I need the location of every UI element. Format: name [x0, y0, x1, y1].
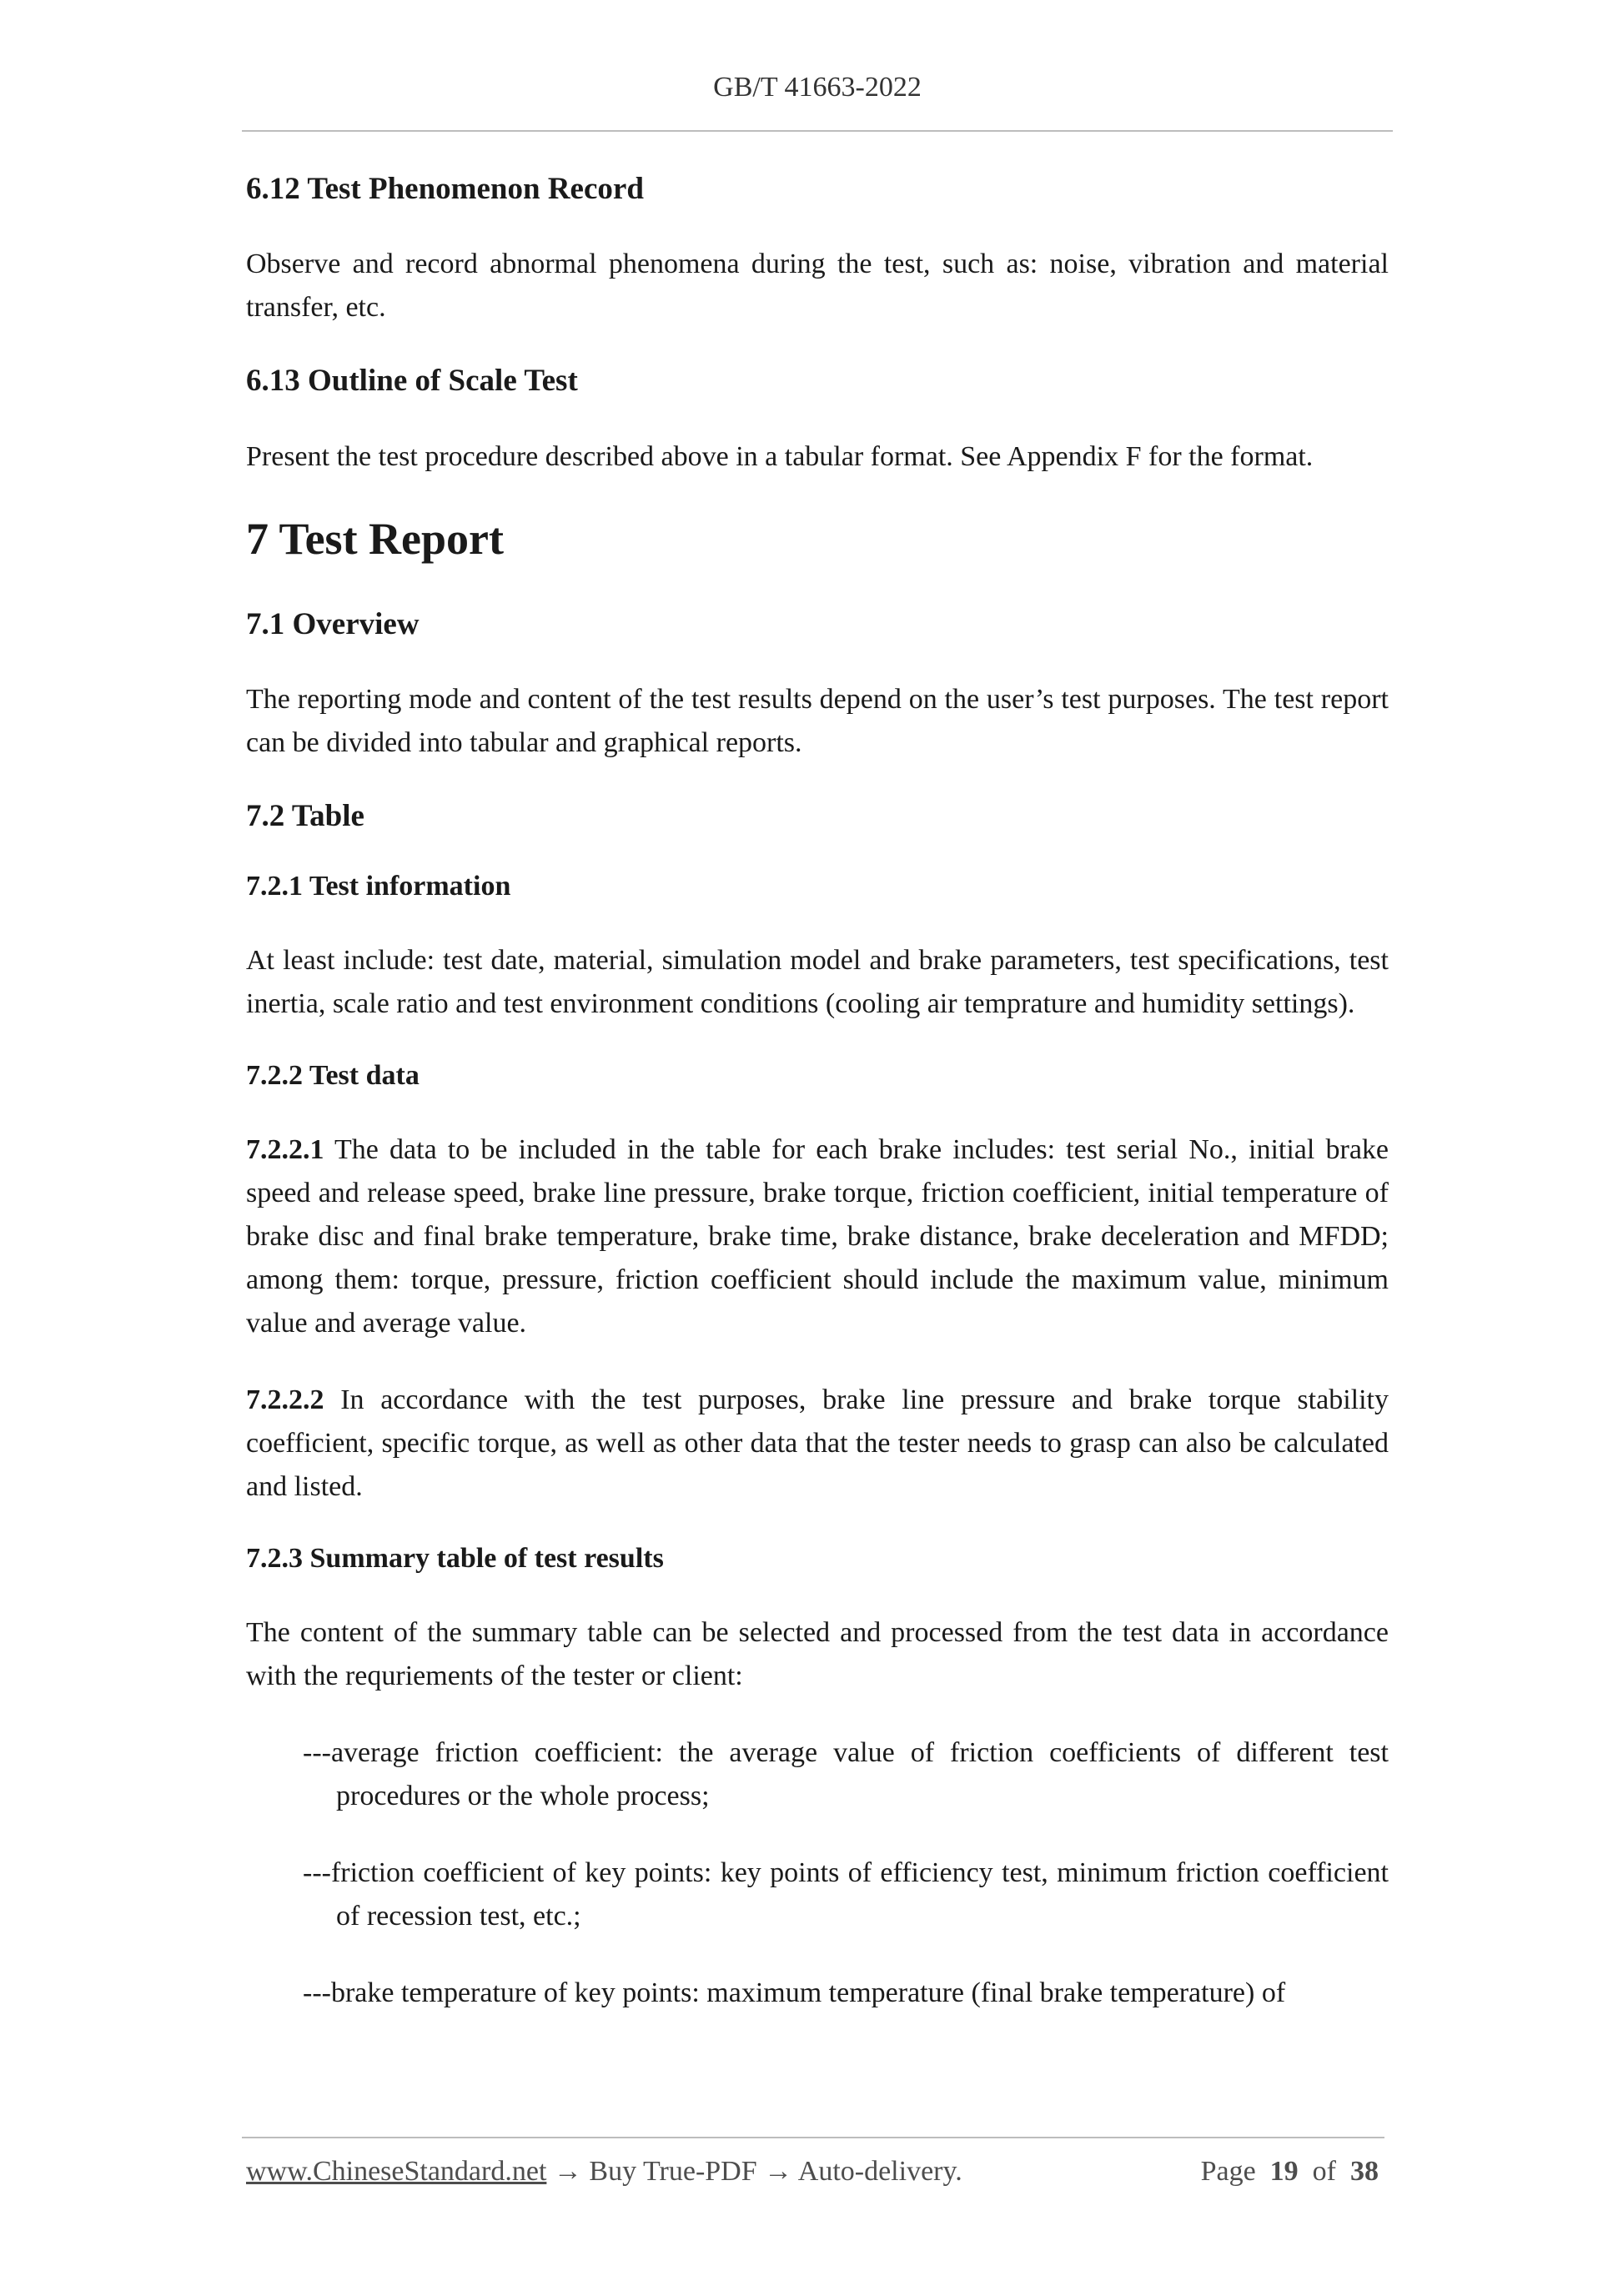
clause-number: 7.2.2.2 [246, 1384, 324, 1415]
arrow-right-icon: → [546, 2156, 590, 2187]
paragraph-7-2-3: The content of the summary table can be selected and processed from the test data in accordance with the requriements of the tester or client: [246, 1616, 1389, 1691]
document-header [242, 72, 1393, 103]
clause-text: In accordance with the test purposes, brake line pressure and brake torque stability coefficient, specific torque, as well as other data that the tester needs to grasp can also be calculated and listed. [246, 1384, 1389, 1502]
heading-7-2-3: 7.2.3 Summary table of test results [246, 1542, 664, 1574]
website-link[interactable]: www.ChineseStandard.net [246, 2156, 547, 2187]
delivery-text: Auto-delivery. [797, 2156, 962, 2187]
heading-7: 7 Test Report [246, 513, 504, 564]
buy-pdf-text: Buy True-PDF [589, 2156, 757, 2187]
page-label: Page [1200, 2156, 1256, 2187]
heading-7-2: 7.2 Table [246, 798, 364, 833]
list-item: ---friction coefficient of key points: key points of efficiency test, minimum friction coefficient of recession test, etc.; [303, 1856, 1389, 1932]
heading-6-12: 6.12 Test Phenomenon Record [246, 172, 644, 206]
page-indicator [1201, 2156, 1379, 2188]
page-body [246, 171, 1389, 2048]
clause-number: 7.2.2.1 [246, 1133, 324, 1165]
paragraph-7-1: The reporting mode and content of the test results depend on the user’s test purposes. The test report can be divided into tabular and graphical reports. [246, 683, 1389, 758]
document-id: GB/T 41663-2022 [713, 72, 922, 103]
heading-7-2-1: 7.2.1 Test information [246, 871, 511, 902]
paragraph-6-13: Present the test procedure described above in a tabular format. See Appendix F for the format. [246, 440, 1314, 472]
paragraph-7-2-1: At least include: test date, material, simulation model and brake parameters, test specifications, test inertia, scale ratio and test environment conditions (cooling air temprature and humidity settings). [246, 945, 1389, 1020]
arrow-right-icon: → [756, 2156, 798, 2187]
paragraph-6-12: Observe and record abnormal phenomena during the test, such as: noise, vibration and material transfer, etc. [246, 249, 1389, 324]
heading-7-1: 7.1 Overview [246, 606, 420, 641]
clause-text: The data to be included in the table for each brake includes: test serial No., initial brake speed and release speed, brake line pressure, brake torque, friction coefficient, initial temperature of brake disc and final brake temperature, brake time, brake distance, brake deceleration and MFDD; among them: torque, pressure, friction coefficient should include the maximum value, minimum value and average value. [246, 1133, 1389, 1339]
footer-promo [246, 2156, 962, 2188]
paragraph-7-2-2-2 [246, 1379, 1389, 1509]
header-divider [242, 130, 1393, 132]
list-item: ---brake temperature of key points: maximum temperature (final brake temperature) of [303, 1977, 1286, 2008]
list-item: ---average friction coefficient: the average value of friction coefficients of different test procedures or the whole process; [303, 1736, 1389, 1811]
page-number: 19 [1269, 2156, 1299, 2187]
footer-divider [242, 2137, 1384, 2138]
paragraph-7-2-2-1 [246, 1128, 1389, 1345]
heading-6-13: 6.13 Outline of Scale Test [246, 364, 578, 399]
page-total: 38 [1350, 2156, 1379, 2187]
heading-7-2-2: 7.2.2 Test data [246, 1060, 420, 1092]
of-label: of [1312, 2156, 1336, 2187]
